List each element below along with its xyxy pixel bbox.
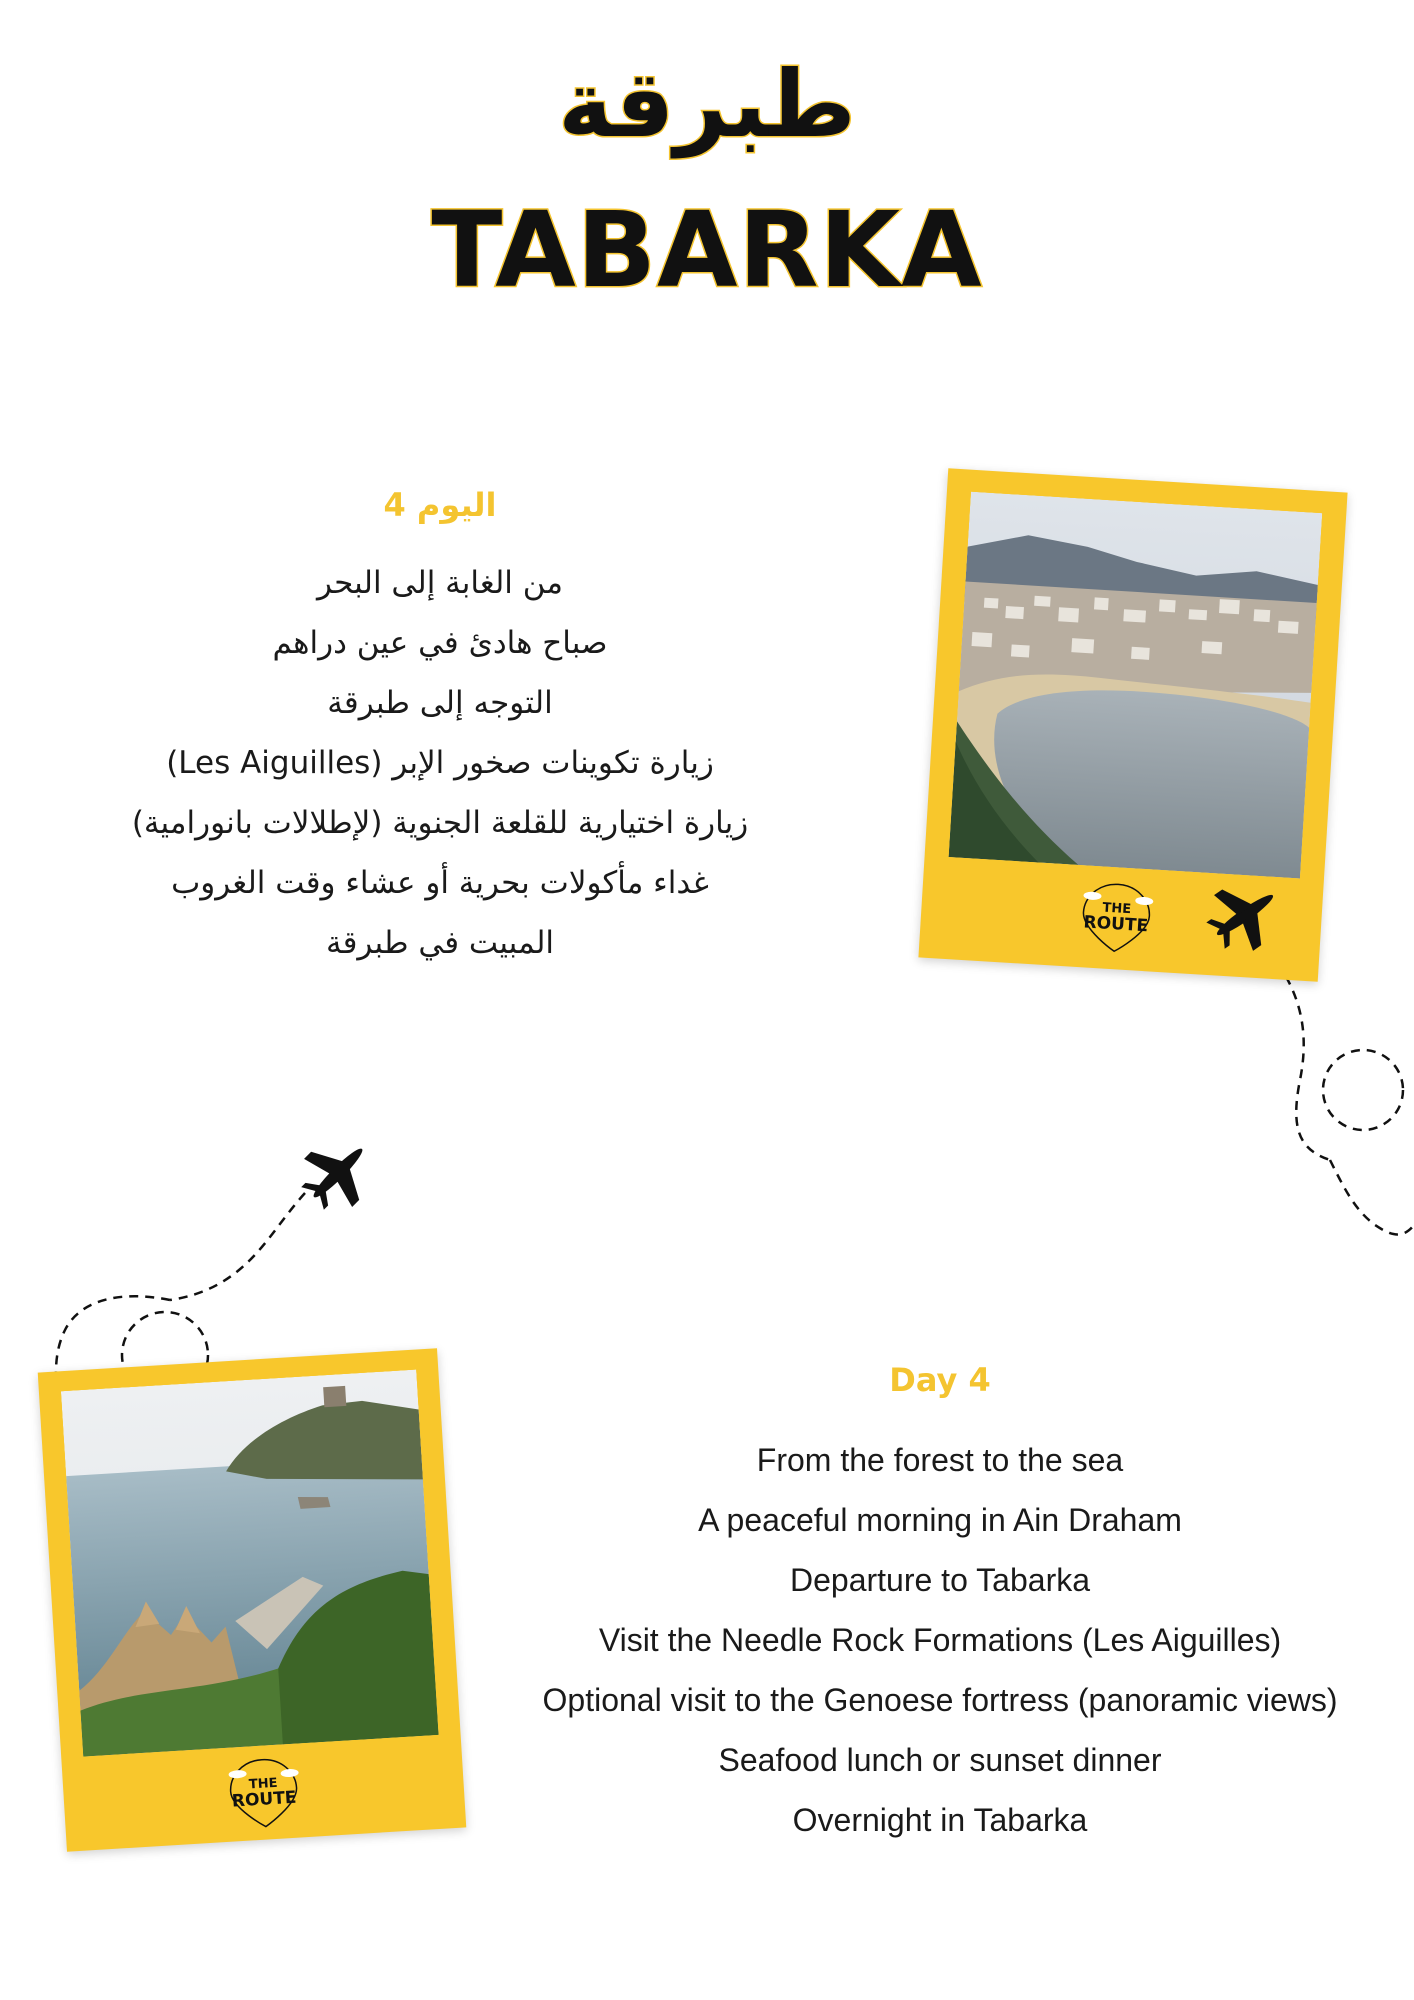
list-item: التوجه إلى طبرقة [327, 685, 553, 721]
photo-needle-rocks [61, 1370, 439, 1757]
list-item: A peaceful morning in Ain Draham [698, 1502, 1182, 1538]
airplane-icon [298, 1133, 378, 1213]
page-title-arabic: طبرقة [558, 51, 856, 158]
list-item: From the forest to the sea [756, 1442, 1124, 1478]
list-item: زيارة تكوينات صخور الإبر (Les Aiguilles) [166, 745, 714, 781]
list-item: زيارة اختيارية للقلعة الجنوية (لإطلالات بانورامية) [131, 805, 749, 841]
list-item: غداء مأكولات بحرية أو عشاء وقت الغروب [171, 865, 709, 901]
logo-line-1: THE [248, 1775, 279, 1793]
list-item: المبيت في طبرقة [325, 925, 555, 961]
list-item: Departure to Tabarka [789, 1562, 1091, 1598]
logo-line-1: THE [1101, 900, 1132, 918]
day-label-english: Day 4 [889, 1361, 991, 1399]
list-item: صباح هادئ في عين دراهم [272, 625, 608, 661]
day-label-arabic: اليوم 4 [383, 486, 497, 524]
logo-line-2: ROUTE [231, 1787, 298, 1812]
the-route-logo [1069, 877, 1163, 957]
photo-card-needle-rocks [38, 1348, 467, 1852]
list-item: Seafood lunch or sunset dinner [718, 1742, 1162, 1778]
list-item: Visit the Needle Rock Formations (Les Aiguilles) [598, 1622, 1282, 1658]
list-item: Optional visit to the Genoese fortress (panoramic views) [542, 1682, 1338, 1718]
airplane-icon [1205, 875, 1285, 955]
list-item: Overnight in Tabarka [792, 1802, 1088, 1838]
list-item: من الغابة إلى البحر [317, 565, 563, 601]
photo-tabarka-bay [949, 492, 1323, 879]
the-route-logo [217, 1752, 311, 1832]
logo-line-2: ROUTE [1082, 912, 1149, 937]
page-title-english: TABARKA [431, 189, 983, 311]
